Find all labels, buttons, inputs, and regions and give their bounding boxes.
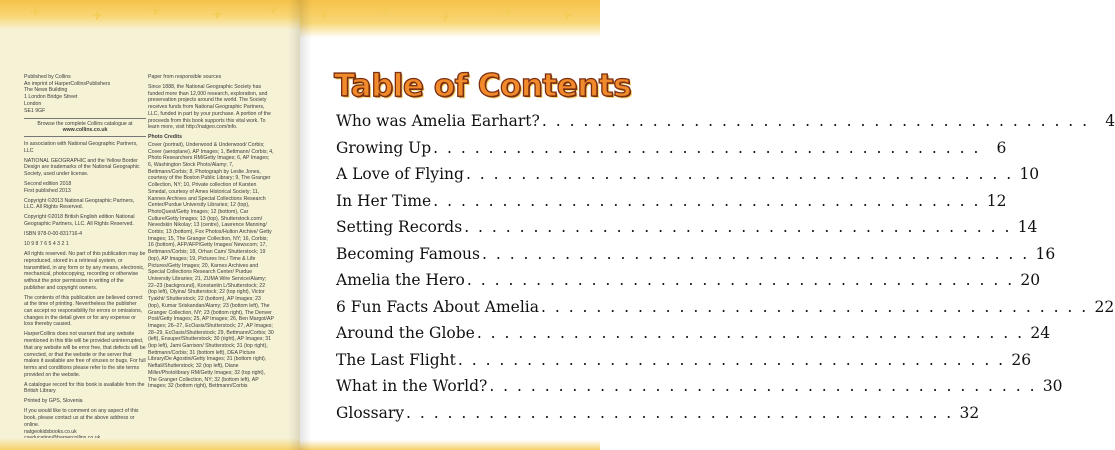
toc-entry[interactable] bbox=[336, 165, 1040, 192]
isbn-line: ISBN 978-0-00-831716-4 bbox=[24, 231, 82, 238]
toc-entry-page: 20 bbox=[1020, 271, 1041, 289]
publisher-line: The News Building bbox=[24, 87, 68, 94]
toc-entry[interactable] bbox=[336, 297, 1115, 325]
contact-paragraph: If you would like to comment on any aspect of this book, please contact us at the above address or online. natgeokidsbooks.co.uk bbox=[24, 408, 139, 435]
catalogue-text: Browse the complete Collins catalogue at bbox=[37, 120, 133, 127]
toc-entry-page: 6 bbox=[996, 138, 1007, 157]
toc-entry[interactable] bbox=[336, 377, 1063, 404]
toc-entry-label: A Love of Flying bbox=[336, 165, 464, 183]
toc-entry[interactable] bbox=[336, 112, 1115, 139]
toc-leader-dots: . . . . . . . . . . . . . . . . . . . . . . . . . . . . . . . . . . . . . . . . bbox=[465, 165, 1014, 183]
aeroplane-icon: ✈ bbox=[318, 8, 329, 23]
toc-entry[interactable] bbox=[336, 138, 1007, 166]
copyright-paragraph: In association with National Geographic Partners, LLC bbox=[24, 140, 138, 154]
toc-entry-page: 26 bbox=[1011, 350, 1032, 369]
toc-entry[interactable] bbox=[336, 350, 1032, 378]
photo-credits-text: Cover (portrait), Underwood & Underwood/ Corbis; Cover (aeroplane), AP Images; 1, Bettmann/ Corbis; 4, Photo Researchers RM/Getty Images; 6, AP Images; 6, Washington Stock Photo/Alamy; 7, Bettmann/Corbis; 8, Photograph by Leslie Jones, courtesy of the Boston Public Library; 9, The Granger Collection, NY; 10, Private collection of Karsten Smedal, courtesy of Ames Historical Society; 11, Kannes Archives and Special Collections Research Center/Purdue University Libraries; 12 (top), PhotoQuest/Getty Images; 12 (bottom), Car Culture/Getty Images; 13 (top), Shutterstock.com/ Nevedskin Nikolay; 13 (centre), Lawrence Manning/ Corbis; 13 (bottom), Fox Photos/Hulton Archive/ Getty Images; 15, The Granger Collection, NY; 16, Corbis; 16 (bottom), AFP/AFP/Getty Images/ Newscom; 17, Bettmann/Corbis; 18, Orhan Cam/ Shutterstock; 19 (top), AP Images; 19, Pictures Inc./ Time & Life Pictures/Getty Images; 20, Karnes Archives and Special Collections Research Center/ Purdue University Libraries; 21, ZUMA Wire Service/Alamy; 22–23 (background), Konstantin L/Shutterstock; 22 (top left), Olyina/ Shutterstock; 22 (top right), Victor Tyakht/ Shutterstock; 22 (bottom), AP Images; 23 (top), Kumar Sriskandan/Alamy; 23 (bottom left), The Granger Collection, NY; 23 (bottom right), The Denver Post/Getty Images; 25, AP Images; 26, Ben Margot/AP Images; 26–27, EcOasis/Shutterstock; 27, AP Images; 28–29, EcOasis/Shutterstock; 29, Bettmann/Corbis; 30 (left), Ensuper/Shutterstock; 30 (right), AP Images; 31 (top left), Jami Garrison/ Shutterstock; 31 (top right), Bettmann/Corbis; 31 (bottom left), DEA Picture Library/De Agostini/Getty Images; 31 (bottom right), Neftali/Shutterstock; 32 (top left), Diane Miller/Photolibrary RM/Getty Images; 32 (top right), The Granger Collection, NY; 32 (bottom left), AP Images; 32 (bottom right), Bettmann/Corbis bbox=[148, 141, 274, 390]
toc-entry[interactable] bbox=[336, 271, 1041, 298]
aeroplane-icon: ✈ bbox=[268, 3, 279, 18]
toc-leader-dots: . . . . . . . . . . . . . . . . . . . . . . . . . . . . . . . . . . . . . . . . bbox=[406, 403, 954, 422]
toc-entry[interactable] bbox=[336, 191, 1007, 219]
publisher-line: An imprint of HarperCollinsPublishers bbox=[24, 80, 111, 87]
aeroplane-icon: ✈ bbox=[150, 4, 161, 19]
copyright-paragraph: Copyright ©2013 National Geographic Partners, LLC. All Rights Reserved. bbox=[24, 197, 135, 211]
print-run-line: 10 9 8 7 6 5 4 3 2 1 bbox=[24, 241, 69, 248]
toc-entry-label: Growing Up bbox=[336, 138, 432, 157]
toc-leader-dots: . . . . . . . . . . . . . . . . . . . . . . . . . . . . . . . . . . . . . . . . bbox=[433, 191, 981, 210]
copyright-column-left bbox=[24, 74, 146, 445]
toc-entry-page: 24 bbox=[1030, 324, 1051, 342]
aeroplane-icon: ✈ bbox=[502, 5, 513, 20]
toc-list bbox=[336, 112, 1115, 430]
toc-entry-label: Setting Records bbox=[336, 218, 463, 236]
toc-leader-dots: . . . . . . . . . . . . . . . . . . . . . . . . . . . . . . . . . . . . . . . . bbox=[433, 138, 981, 157]
publisher-line: London bbox=[24, 100, 42, 107]
toc-leader-dots: . . . . . . . . . . . . . . . . . . . . . . . . . . . . . . . . . . . . . . . . bbox=[464, 218, 1012, 236]
toc-leader-dots: . . . . . . . . . . . . . . . . . . . . . . . . . . . . . . . . . . . . . . . . bbox=[541, 112, 1090, 130]
aeroplane-icon: ✈ bbox=[30, 5, 41, 20]
photo-credits-heading: Photo Credits bbox=[148, 134, 183, 141]
toc-entry-label: Glossary bbox=[336, 403, 404, 422]
toc-entry-page: 4 bbox=[1105, 112, 1115, 130]
copyright-paragraph: A catalogue record for this book is available from the British Library bbox=[24, 381, 145, 395]
toc-entry-label: The Last Flight bbox=[336, 350, 456, 369]
toc-leader-dots: . . . . . . . . . . . . . . . . . . . . . . . . . . . . . . . . . . . . . . . . bbox=[476, 324, 1025, 342]
toc-entry-page: 30 bbox=[1042, 377, 1063, 395]
society-note: Since 1888, the National Geographic Society has funded more than 12,000 research, exploration, and preservation projects around the world. The Society receives funds from National Geographic Partners, LLC, funded in part by your purchase. A portion of the proceeds from this book supports this vital work. To learn more, visit http://natgeo.com/info. bbox=[148, 84, 271, 131]
toc-leader-dots: . . . . . . . . . . . . . . . . . . . . . . . . . . . . . . . . . . . . . . . . bbox=[540, 297, 1089, 316]
copyright-paragraph: Copyright ©2018 British English edition National Geographic Partners, LLC. All Rights Reserved. bbox=[24, 214, 135, 228]
toc-leader-dots: . . . . . . . . . . . . . . . . . . . . . . . . . . . . . . . . . . . . . . . . bbox=[466, 271, 1015, 289]
copyright-paragraph: The contents of this publication are believed correct at the time of printing. Nevertheless the publisher can accept no responsibility for errors or omissions, changes in the detail given or for any expense or loss thereby caused. bbox=[24, 294, 143, 328]
publisher-line: Published by Collins bbox=[24, 74, 71, 80]
aeroplane-icon: ✈ bbox=[440, 10, 451, 25]
toc-entry-page: 32 bbox=[959, 403, 980, 422]
publisher-line: 1 London Bridge Street bbox=[24, 94, 78, 101]
catalogue-box bbox=[24, 118, 146, 137]
aeroplane-icon: ✈ bbox=[92, 9, 103, 24]
aeroplane-icon: ✈ bbox=[562, 9, 573, 24]
printer-line: Printed by GPS, Slovenia bbox=[24, 398, 83, 405]
catalogue-link[interactable]: www.collins.co.uk bbox=[62, 127, 108, 134]
toc-entry-page: 10 bbox=[1019, 165, 1040, 183]
paper-note: Paper from responsible sources bbox=[148, 74, 222, 80]
toc-entry[interactable] bbox=[336, 218, 1038, 245]
toc-entry-label: 6 Fun Facts About Amelia bbox=[336, 297, 539, 316]
toc-entry[interactable] bbox=[336, 403, 980, 431]
toc-entry-label: Becoming Famous bbox=[336, 244, 480, 263]
copyright-paragraph: HarperCollins does not warrant that any website mentioned in this title will be provided uninterrupted, that any website will be error free, that defects will be corrected, or that the website or the server that makes it available are free of viruses or bugs. For full terms and conditions please refer to the site terms provided on the website. bbox=[24, 331, 146, 378]
publisher-block bbox=[24, 74, 146, 114]
toc-leader-dots: . . . . . . . . . . . . . . . . . . . . . . . . . . . . . . . . . . . . . . . . bbox=[489, 377, 1037, 395]
toc-entry-label: Around the Globe bbox=[336, 324, 475, 342]
toc-entry-page: 12 bbox=[986, 191, 1007, 210]
book-gutter bbox=[288, 0, 312, 450]
aeroplane-icon: ✈ bbox=[212, 8, 223, 23]
toc-entry-page: 16 bbox=[1035, 244, 1056, 263]
toc-entry[interactable] bbox=[336, 244, 1056, 272]
aeroplane-icon: ✈ bbox=[380, 4, 391, 19]
toc-entry-page: 14 bbox=[1017, 218, 1038, 236]
bottom-banner bbox=[300, 440, 600, 450]
toc-entry-page: 22 bbox=[1094, 297, 1115, 316]
toc-entry-label: What in the World? bbox=[336, 377, 488, 395]
copyright-paragraph: Second edition 2018 First published 2013 bbox=[24, 181, 72, 194]
toc-title: Table of Contents bbox=[334, 68, 632, 104]
toc-entry-label: Who was Amelia Earhart? bbox=[336, 112, 540, 130]
copyright-paragraph: All rights reserved. No part of this publication may be reproduced, stored in a retrieval system, or transmitted, in any form or by any means, electronic, mechanical, photocopying, recording or otherwise without the prior permission in writing of the publisher and copyright owners. bbox=[24, 251, 146, 291]
bottom-banner bbox=[0, 438, 300, 450]
toc-leader-dots: . . . . . . . . . . . . . . . . . . . . . . . . . . . . . . . . . . . . . . . . bbox=[481, 244, 1030, 263]
copyright-column-right bbox=[148, 74, 274, 393]
toc-entry-label: In Her Time bbox=[336, 191, 432, 210]
toc-entry[interactable] bbox=[336, 324, 1051, 351]
publisher-line: SE1 9GF bbox=[24, 107, 46, 114]
toc-leader-dots: . . . . . . . . . . . . . . . . . . . . . . . . . . . . . . . . . . . . . . . . bbox=[457, 350, 1006, 369]
copyright-paragraph: NATIONAL GEOGRAPHIC and the Yellow Border Design are trademarks of the National Geographic Society, used under license. bbox=[24, 157, 140, 178]
toc-entry-label: Amelia the Hero bbox=[336, 271, 465, 289]
copyright-page bbox=[0, 0, 300, 450]
